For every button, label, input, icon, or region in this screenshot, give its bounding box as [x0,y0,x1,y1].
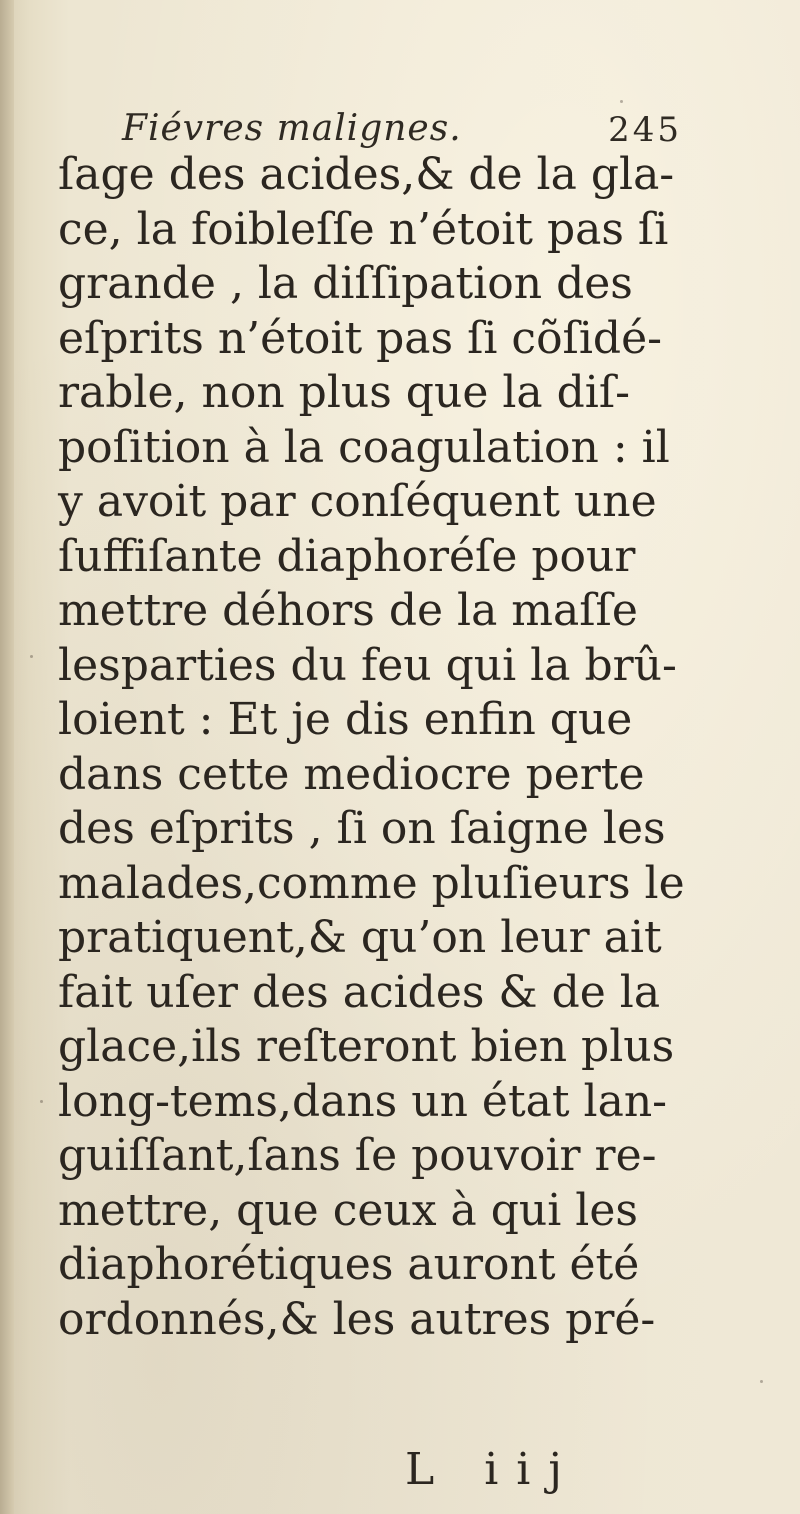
text-line-11: loient : Et je dis enfin que [58,694,633,745]
page-number: 245 [608,110,682,150]
text-line-1: ſage des acides,& de la gla- [58,149,675,200]
text-line-3: grande , la diſſipation des [58,258,633,309]
text-line-14: malades,comme pluſieurs le [58,857,685,909]
signature-mark: L iij [405,1444,580,1495]
paper-speck [40,1100,43,1103]
text-line-6: poſition à la coagulation : il [58,421,670,473]
paper-speck [620,100,623,103]
text-line-15: pratiquent,& qu’on leur ait [58,912,662,963]
text-line-21: diaphorétiques auront été [58,1239,640,1290]
text-line-12: dans cette mediocre perte [58,748,645,800]
text-line-17: glace,ils reſteront bien plus [58,1021,675,1072]
running-title: Fiévres malignes. [122,108,462,149]
text-line-2: ce, la foibleſſe n’étoit pas ſi [58,203,669,255]
text-line-5: rable, non plus que la diſ- [58,367,631,418]
body-text [58,148,698,1347]
text-line-22: ordonnés,& les autres pré- [58,1293,656,1345]
text-line-9: mettre déhors de la maſſe [58,585,638,636]
text-line-18: long-tems,dans un état lan- [58,1075,668,1127]
text-line-19: guiſſant,ſans ſe pouvoir re- [58,1130,657,1181]
text-line-20: mettre, que ceux à qui les [58,1184,638,1236]
paper-speck [760,1380,763,1383]
text-line-13: des eſprits , ſi on ſaigne les [58,803,666,854]
text-line-4: eſprits n’étoit pas ſi cõſidé- [58,312,662,364]
page-gutter-shadow [0,0,14,1514]
text-line-8: ſuffiſante diaphoréſe pour [58,530,636,582]
text-line-7: y avoit par conſéquent une [58,476,657,527]
text-line-16: fait uſer des acides & de la [58,966,661,1018]
paper-speck [30,655,33,658]
text-line-10: lesparties du feu qui la brû- [58,639,677,691]
